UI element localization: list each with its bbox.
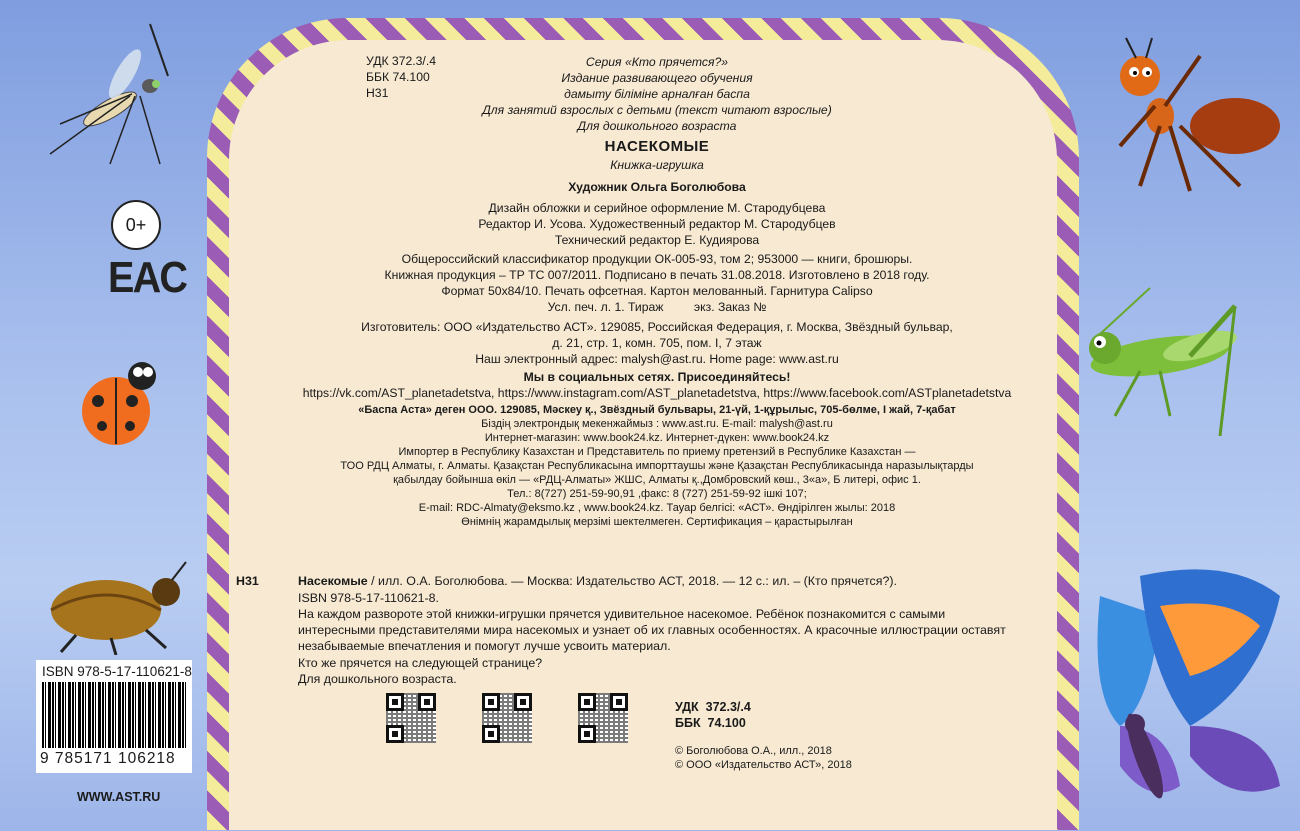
butterfly-illustration bbox=[1080, 556, 1295, 826]
kz-line: қабылдау бойынша өкіл — «РДЦ-Алматы» ЖШС, Алматы қ.,Домбровский көш., 3«а», Б литері, офис 1. bbox=[393, 474, 921, 486]
manufacturer-line: д. 21, стр. 1, комн. 705, пом. I, 7 этаж bbox=[552, 336, 762, 350]
copyright-line: © ООО «Издательство АСТ», 2018 bbox=[675, 759, 852, 771]
annotation-line: Для дошкольного возраста. bbox=[298, 672, 457, 686]
biblio-entry-title: Насекомые bbox=[298, 574, 368, 588]
classifier-line: Книжная продукция – ТР ТС 007/2011. Подписано в печать 31.08.2018. Изготовлено в 2018 году. bbox=[384, 268, 930, 282]
kz-line: Интернет-магазин: www.book24.kz. Интернет-дүкен: www.book24.kz bbox=[484, 432, 830, 444]
kz-line: E-mail: RDC-Almaty@eksmo.kz , www.book24.kz. Тауар белгісі: «АСТ». Өндірілген жылы: 2018 bbox=[418, 502, 896, 514]
social-heading: Мы в социальных сетях. Присоединяйтесь! bbox=[523, 370, 791, 384]
classifier-line: Формат 50х84/10. Печать офсетная. Картон мелованный. Гарнитура Calipso bbox=[441, 284, 873, 298]
credit-line: Технический редактор Е. Кудиярова bbox=[554, 233, 760, 247]
grasshopper-illustration bbox=[1070, 286, 1260, 446]
bbk-code: ББК 74.100 bbox=[366, 70, 430, 84]
series-line: Издание развивающего обучения bbox=[561, 71, 753, 85]
bbk-code-bottom: ББК 74.100 bbox=[675, 716, 746, 730]
series-line: Серия «Кто прячется?» bbox=[585, 55, 729, 69]
isbn-barcode bbox=[36, 660, 192, 773]
kz-line: Импортер в Республику Казахстан и Представитель по приему претензий в Республике Казахстан — bbox=[398, 446, 916, 458]
series-line: дамыту біліміне арналған баспа bbox=[564, 87, 750, 101]
credit-line: Редактор И. Усова. Художественный редактор М. Стародубцев bbox=[478, 217, 836, 231]
biblio-code: Н31 bbox=[236, 574, 259, 588]
book-title: НАСЕКОМЫЕ bbox=[604, 138, 710, 155]
annotation-line: интересными представителями мира насекомых и узнает об их главных особенностях. А красочные иллюстрации оставят bbox=[298, 623, 1006, 637]
biblio-entry-rest: / илл. О.А. Боголюбова. — Москва: Издательство АСТ, 2018. — 12 с.: ил. – (Кто прячется?). bbox=[367, 574, 897, 588]
kz-line: Өнімнің жарамдылық мерзімі шектелмеген. Сертификация – қарастырылған bbox=[461, 516, 853, 528]
annotation-line: Кто же прячется на следующей странице? bbox=[298, 656, 543, 670]
udk-code-bottom: УДК 372.3/.4 bbox=[675, 700, 751, 714]
barcode-isbn-text: ISBN 978-5-17-110621-8 bbox=[42, 664, 192, 679]
series-line: Для дошкольного возраста bbox=[577, 119, 737, 133]
kz-line: «Баспа Аста» деген ООО. 129085, Мәскеу қ., Звёздный бульвары, 21-үй, 1-құрылыс, 705-бөлме, I жай, 7-қабат bbox=[358, 404, 956, 416]
annotation-line: незабываемые впечатления и помогут лучше усвоить материал. bbox=[298, 639, 671, 653]
ant-illustration bbox=[1100, 36, 1290, 206]
manufacturer-line: Изготовитель: ООО «Издательство АСТ». 129085, Российская Федерация, г. Москва, Звёздный бульвар, bbox=[361, 320, 953, 334]
social-links[interactable]: https://vk.com/AST_planetadetstva, https://www.instagram.com/AST_planetadetstva, https://www.facebook.com/ASTplanetadetstva bbox=[302, 386, 1012, 400]
eac-mark: EAC bbox=[108, 253, 187, 302]
kz-line: ТОО РДЦ Алматы, г. Алматы. Қазақстан Республикасына импорттаушы және Қазақстан Республикасында наразылықтарды bbox=[340, 460, 974, 472]
kz-line: Біздің электрондық мекенжаймыз : www.ast.ru. E-mail: malysh@ast.ru bbox=[481, 418, 833, 430]
credit-line: Дизайн обложки и серийное оформление М. Стародубцева bbox=[488, 201, 826, 215]
classifier-line: Общероссийский классификатор продукции ОК-005-93, том 2; 953000 — книги, брошюры. bbox=[401, 252, 913, 266]
artist-line: Художник Ольга Боголюбова bbox=[568, 180, 746, 194]
biblio-entry bbox=[298, 573, 897, 589]
author-mark: Н31 bbox=[366, 86, 389, 100]
beetle-illustration bbox=[36, 560, 196, 655]
classifier-line: Усл. печ. л. 1. Тираж экз. Заказ № bbox=[547, 300, 767, 314]
qr-code[interactable] bbox=[578, 693, 628, 743]
series-line: Для занятий взрослых с детьми (текст читают взрослые) bbox=[482, 103, 832, 117]
qr-code[interactable] bbox=[386, 693, 436, 743]
udk-code: УДК 372.3/.4 bbox=[366, 54, 436, 68]
barcode-digits: 9 785171 106218 bbox=[40, 750, 176, 767]
age-rating-badge: 0+ bbox=[111, 200, 161, 250]
kz-line: Тел.: 8(727) 251-59-90,91 ,факс: 8 (727) 251-59-92 ішкі 107; bbox=[507, 488, 807, 500]
manufacturer-line: Наш электронный адрес: malysh@ast.ru. Home page: www.ast.ru bbox=[475, 352, 839, 366]
book-subtitle: Книжка-игрушка bbox=[610, 158, 704, 172]
ladybug-illustration bbox=[68, 356, 168, 456]
biblio-isbn: ISBN 978-5-17-110621-8. bbox=[298, 591, 439, 605]
qr-code[interactable] bbox=[482, 693, 532, 743]
website-label[interactable]: WWW.AST.RU bbox=[77, 790, 161, 804]
barcode-bars bbox=[42, 682, 186, 748]
copyright-line: © Боголюбова О.А., илл., 2018 bbox=[675, 745, 832, 757]
mosquito-illustration bbox=[40, 14, 190, 184]
annotation-line: На каждом развороте этой книжки-игрушки прячется удивительное насекомое. Ребёнок познакомится с самыми bbox=[298, 607, 946, 621]
